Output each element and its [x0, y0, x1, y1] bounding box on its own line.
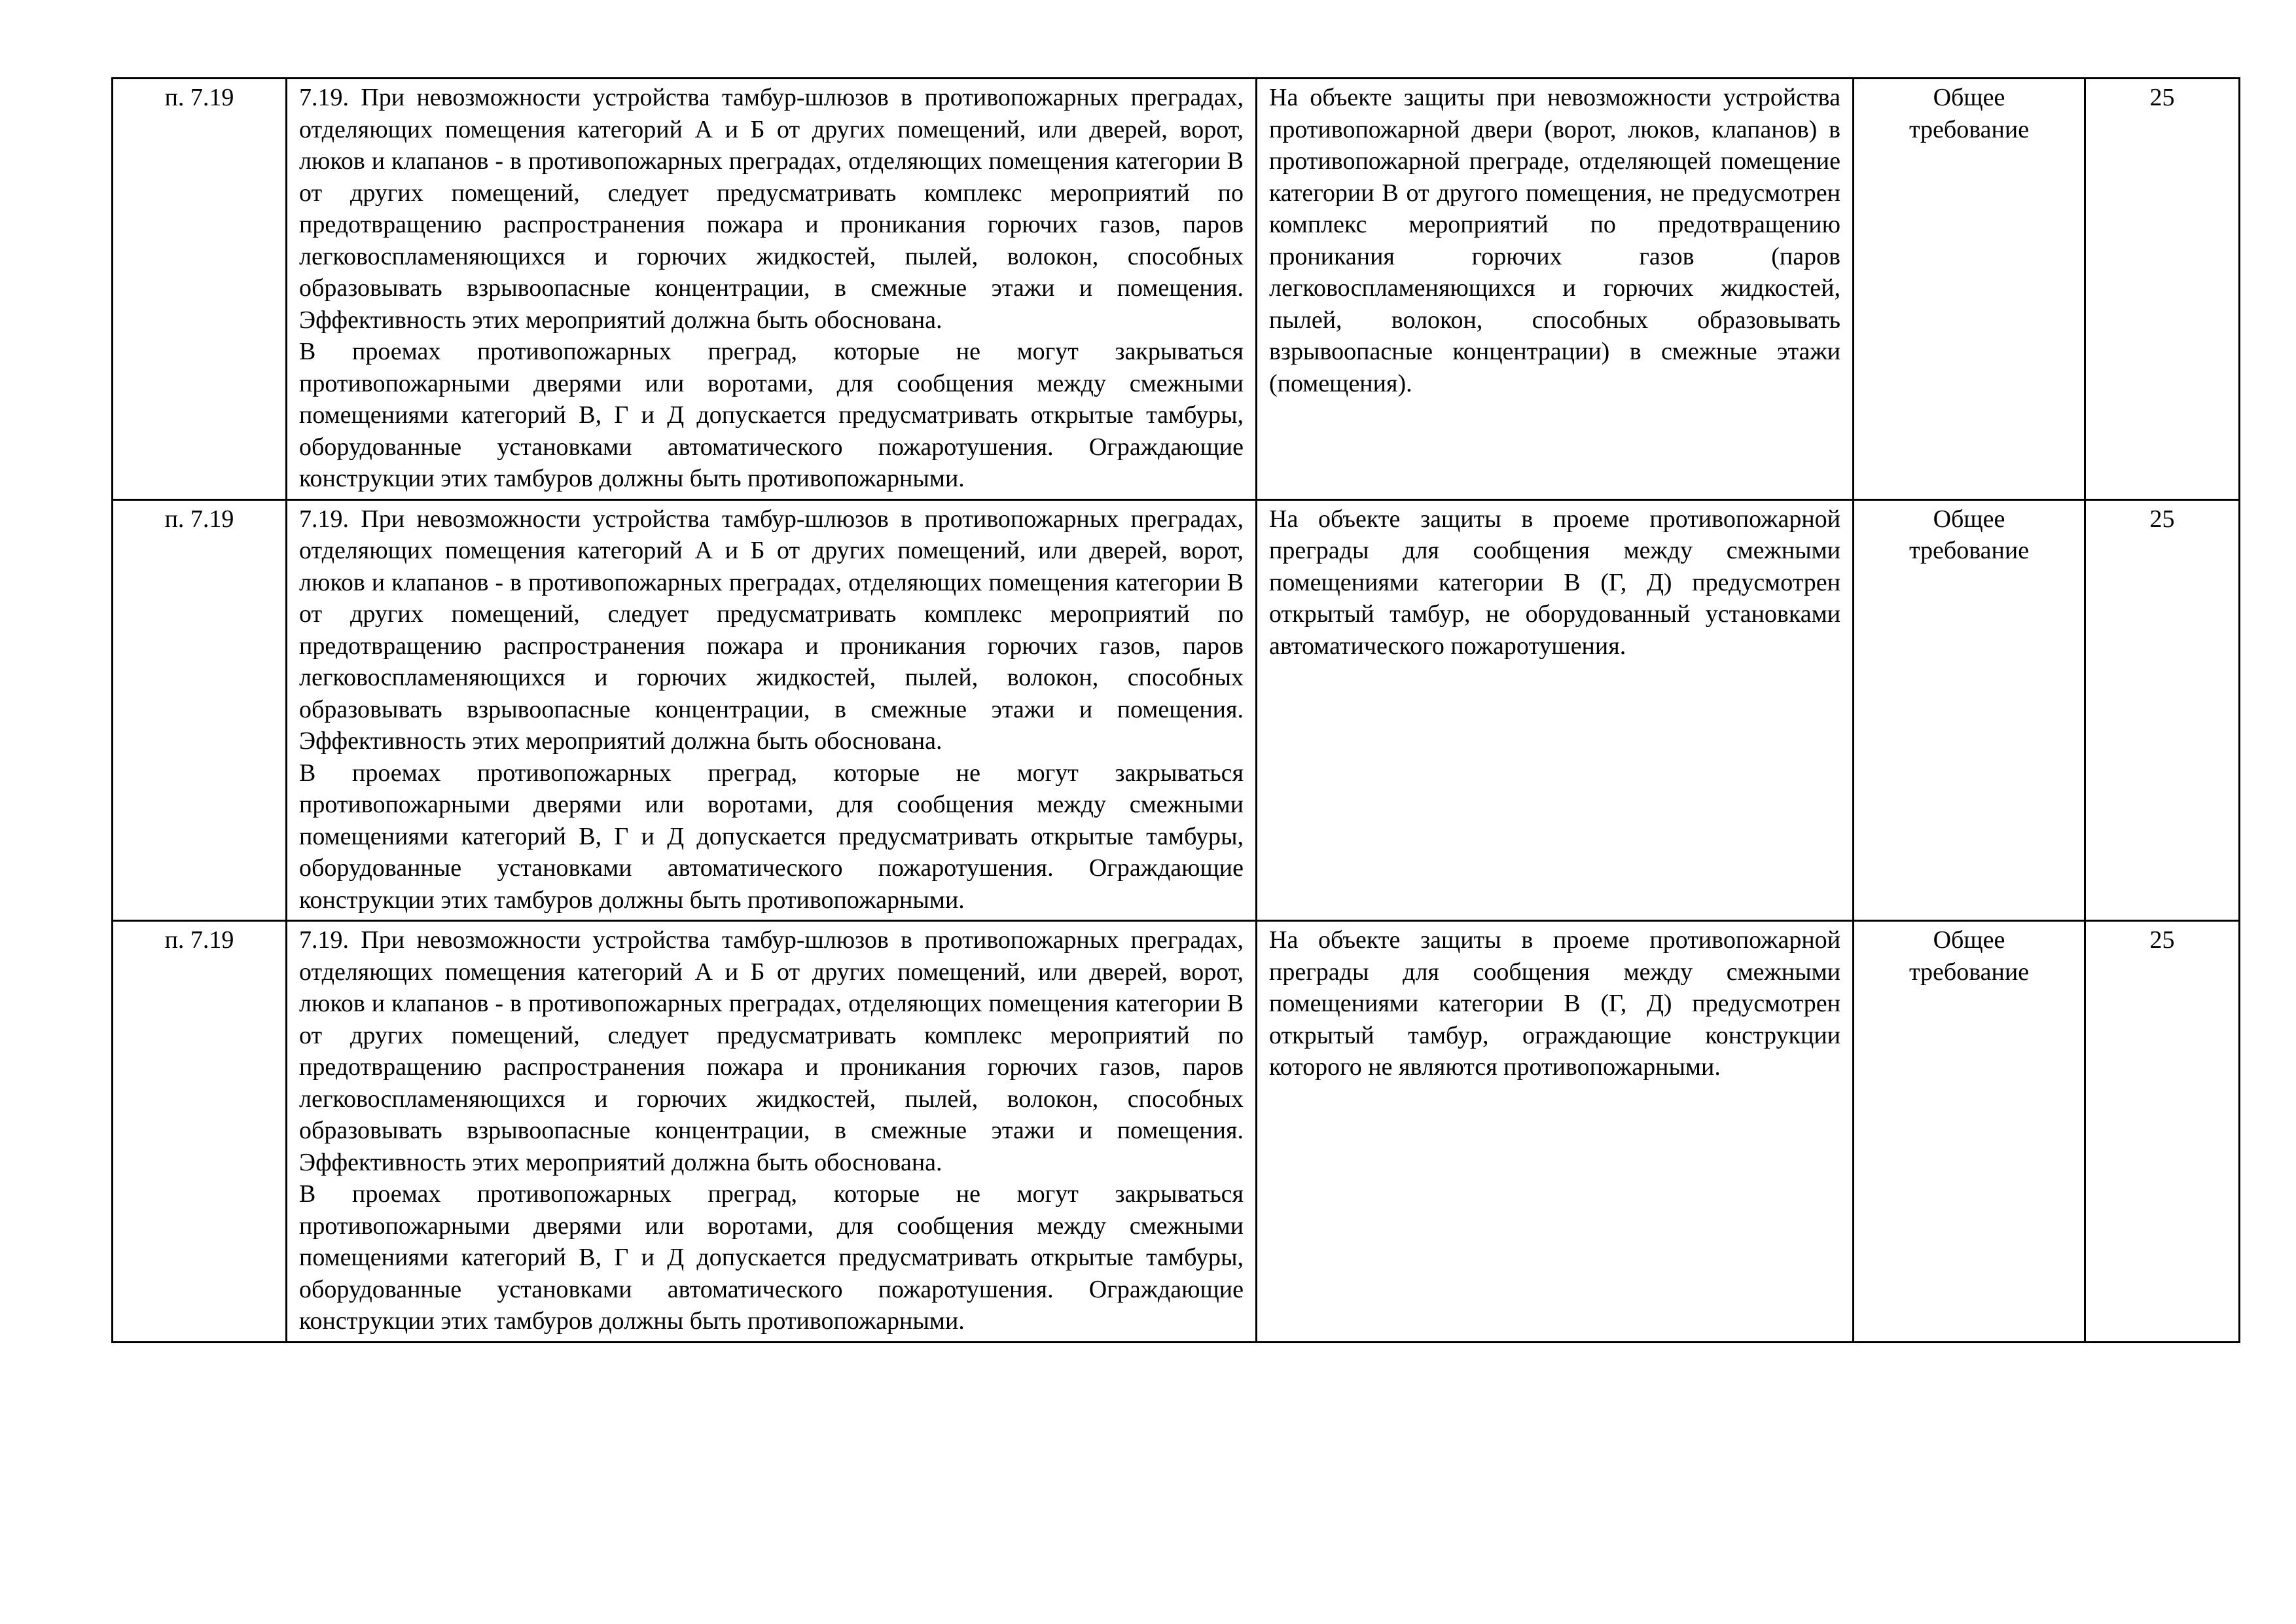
norm-paragraph: 7.19. При невозможности устройства тамбур-шлюзов в противопожарных преградах, отделяющих помещения категорий А и Б от других помещений, или дверей, ворот, люков и клапанов - в противопожарных преградах, отделяющих помещения категории В от других помещений, следует предусматривать комплекс мероприятий по предотвращению распространения пожара и проникания горючих газов, паров легковоспламеняющихся и горючих жидкостей, пылей, волокон, способных образовывать взрывоопасные концентрации, в смежные этажи и помещения. Эффективность этих мероприятий должна быть обоснована.: [299, 84, 1244, 334]
norm-paragraph: В проемах противопожарных преград, которые не могут закрываться противопожарными дверями или воротами, для сообщения между смежными помещениями категорий В, Г и Д допускается предусматривать открытые тамбуры, оборудованные установками автоматического пожаротушения. Ограждающие конструкции этих тамбуров должны быть противопожарными.: [299, 1180, 1244, 1335]
norm-paragraph: 7.19. При невозможности устройства тамбур-шлюзов в противопожарных преградах, отделяющих помещения категорий А и Б от других помещений, или дверей, ворот, люков и клапанов - в противопожарных преградах, отделяющих помещения категории В от других помещений, следует предусматривать комплекс мероприятий по предотвращению распространения пожара и проникания горючих газов, паров легковоспламеняющихся и горючих жидкостей, пылей, волокон, способных образовывать взрывоопасные концентрации, в смежные этажи и помещения. Эффективность этих мероприятий должна быть обоснована.: [299, 505, 1244, 755]
table-row: [113, 921, 2240, 1343]
norm-paragraph: В проемах противопожарных преград, которые не могут закрываться противопожарными дверями или воротами, для сообщения между смежными помещениями категорий В, Г и Д допускается предусматривать открытые тамбуры, оборудованные установками автоматического пожаротушения. Ограждающие конструкции этих тамбуров должны быть противопожарными.: [299, 338, 1244, 492]
violation-description: На объекте защиты при невозможности устройства противопожарной двери (ворот, люков, клапанов) в противопожарной преграде, отделяющей помещение категории В от другого помещения, не предусмотрен комплекс мероприятий по предотвращению проникания горючих газов (паров легковоспламеняющихся и горючих жидкостей, пылей, волокон, способных образовывать взрывоопасные концентрации) в смежные этажи (помещения).: [1257, 79, 1854, 500]
clause-reference: п. 7.19: [113, 79, 287, 500]
norm-paragraph: 7.19. При невозможности устройства тамбур-шлюзов в противопожарных преградах, отделяющих помещения категорий А и Б от других помещений, или дверей, ворот, люков и клапанов - в противопожарных преградах, отделяющих помещения категории В от других помещений, следует предусматривать комплекс мероприятий по предотвращению распространения пожара и проникания горючих газов, паров легковоспламеняющихся и горючих жидкостей, пылей, волокон, способных образовывать взрывоопасные концентрации, в смежные этажи и помещения. Эффективность этих мероприятий должна быть обоснована.: [299, 926, 1244, 1176]
requirement-type-line: требование: [1909, 537, 2030, 564]
numeric-value: 25: [2085, 79, 2240, 500]
norm-text: [287, 499, 1257, 921]
clause-reference: п. 7.19: [113, 499, 287, 921]
requirement-type-line: Общее: [1933, 84, 2005, 111]
requirement-type-line: требование: [1909, 115, 2030, 143]
requirements-table: [111, 77, 2240, 1343]
violation-description: На объекте защиты в проеме противопожарной преграды для сообщения между смежными помещениями категории В (Г, Д) предусмотрен открытый тамбур, не оборудованный установками автоматического пожаротушения.: [1257, 499, 1854, 921]
table-row: [113, 499, 2240, 921]
requirement-type: [1854, 499, 2085, 921]
norm-text: [287, 921, 1257, 1343]
clause-reference: п. 7.19: [113, 921, 287, 1343]
requirement-type: [1854, 921, 2085, 1343]
norm-text: [287, 79, 1257, 500]
requirement-type-line: Общее: [1933, 505, 2005, 533]
table-row: [113, 79, 2240, 500]
requirement-type: [1854, 79, 2085, 500]
norm-paragraph: В проемах противопожарных преград, которые не могут закрываться противопожарными дверями или воротами, для сообщения между смежными помещениями категорий В, Г и Д допускается предусматривать открытые тамбуры, оборудованные установками автоматического пожаротушения. Ограждающие конструкции этих тамбуров должны быть противопожарными.: [299, 759, 1244, 914]
violation-description: На объекте защиты в проеме противопожарной преграды для сообщения между смежными помещениями категории В (Г, Д) предусмотрен открытый тамбур, ограждающие конструкции которого не являются противопожарными.: [1257, 921, 1854, 1343]
requirement-type-line: Общее: [1933, 926, 2005, 954]
numeric-value: 25: [2085, 921, 2240, 1343]
requirement-type-line: требование: [1909, 958, 2030, 986]
numeric-value: 25: [2085, 499, 2240, 921]
